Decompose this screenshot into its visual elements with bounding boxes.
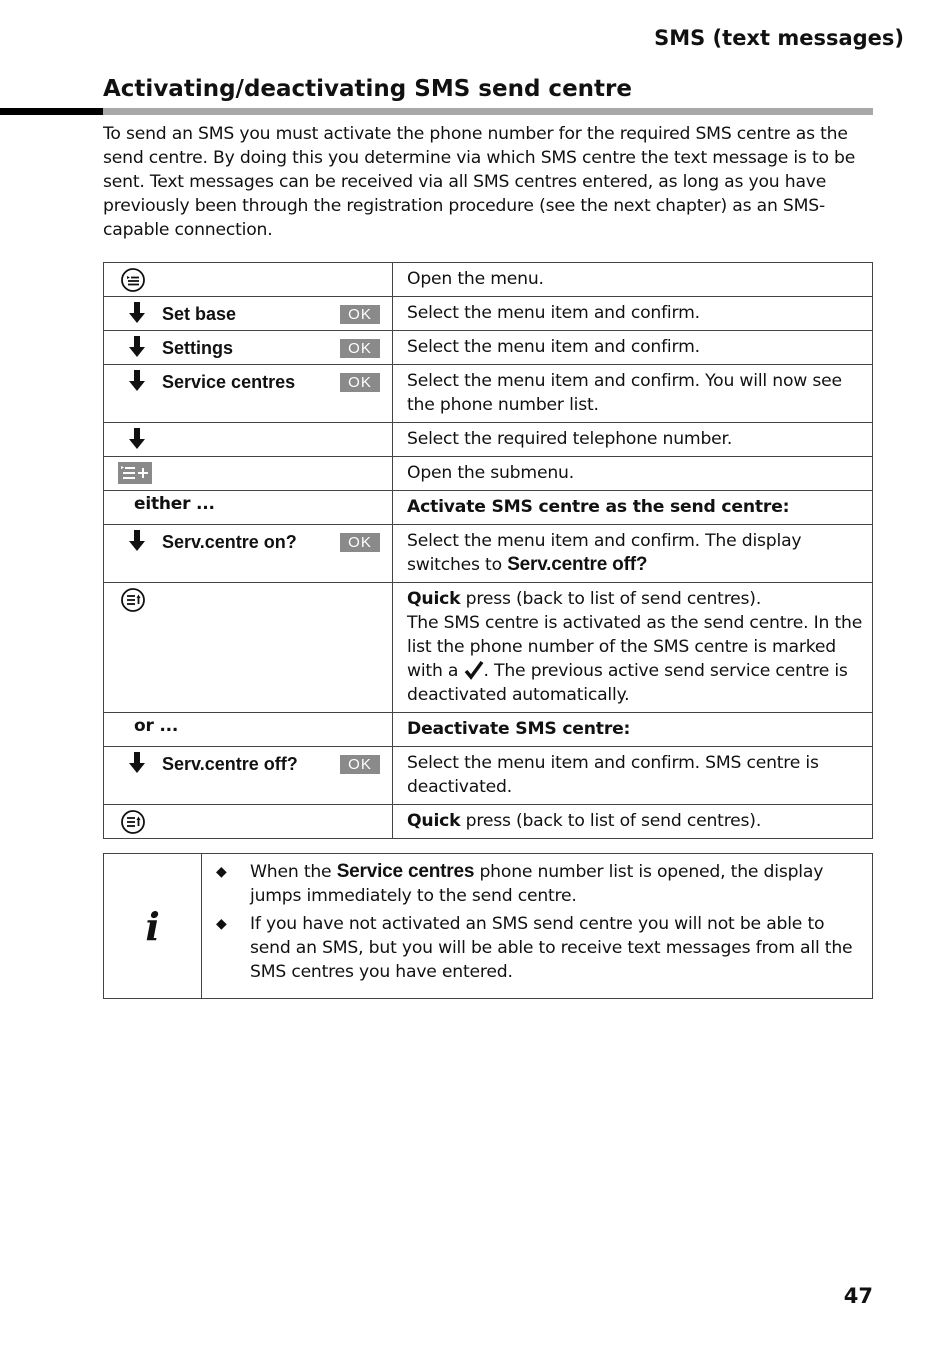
title-rule-black <box>0 108 103 115</box>
activated-text: The SMS centre is activated as the send centre. In the list the phone number of the SMS centre is marked with a <box>407 613 863 681</box>
down-arrow-icon <box>128 370 146 392</box>
or-label: or ... <box>134 716 179 736</box>
step-description: Select the menu item and confirm. <box>393 331 873 365</box>
step-description: Select the menu item and confirm. You will now see the phone number list. <box>393 365 873 423</box>
end-call-key-icon <box>120 809 146 840</box>
bullet-diamond-icon: ◆ <box>216 864 227 880</box>
ok-button[interactable]: OK <box>340 305 380 324</box>
info-icon: i <box>104 854 202 999</box>
step-description: Open the submenu. <box>393 457 873 491</box>
step-description <box>393 583 873 713</box>
table-row <box>104 583 873 713</box>
down-arrow-icon <box>128 530 146 552</box>
steps-table <box>103 262 873 839</box>
menu-item-label: Service centres <box>162 372 296 392</box>
section-header: SMS (text messages) <box>654 26 904 50</box>
either-label: either ... <box>134 494 215 514</box>
activate-heading: Activate SMS centre as the send centre: <box>393 491 873 525</box>
table-row <box>104 457 873 491</box>
page-number: 47 <box>843 1284 873 1308</box>
submenu-key-icon <box>118 462 152 489</box>
switches-text: Select the menu item and confirm. The display switches to <box>407 531 802 575</box>
checkmark-icon <box>464 661 484 681</box>
quick-label: Quick <box>407 811 461 831</box>
step-description: Select the menu item and confirm. SMS centre is deactivated. <box>393 747 873 805</box>
menu-item-label: Settings <box>162 338 234 358</box>
ok-button[interactable]: OK <box>340 533 380 552</box>
bullet-diamond-icon: ◆ <box>216 916 227 932</box>
table-row <box>104 365 873 423</box>
down-arrow-icon <box>128 752 146 774</box>
menu-item-label: Serv.centre on? <box>162 532 297 552</box>
intro-paragraph: To send an SMS you must activate the phone number for the required SMS centre as the send centre. By doing this you determine via which SMS centre the text message is to be sent. Text messages can be received via all SMS centres entered, as long as you have previously been through the registration procedure (see the next chapter) as an SMS-capable connection. <box>103 124 856 240</box>
table-row <box>104 423 873 457</box>
title-rule-gray <box>103 108 873 115</box>
menu-item-label: Set base <box>162 304 237 324</box>
down-arrow-icon <box>128 428 146 450</box>
table-row <box>104 805 873 839</box>
down-arrow-icon <box>128 336 146 358</box>
quick-label: Quick <box>407 589 461 609</box>
menu-item-label: Serv.centre off? <box>162 754 298 774</box>
activated-text-end: . The previous active send service centre is deactivated automatically. <box>407 661 848 705</box>
table-row <box>104 713 873 747</box>
table-row <box>104 263 873 297</box>
step-description <box>393 805 873 839</box>
step-description <box>393 525 873 583</box>
list-item: ◆ When the Service centres phone number list is opened, the display jumps immediately to the send centre. <box>216 861 824 906</box>
table-row <box>104 297 873 331</box>
ok-button[interactable]: OK <box>340 339 380 358</box>
deactivate-heading: Deactivate SMS centre: <box>393 713 873 747</box>
table-row <box>104 491 873 525</box>
table-row <box>104 747 873 805</box>
list-item: ◆ If you have not activated an SMS send centre you will not be able to send an SMS, but you will be able to receive text messages from all the SMS centres you have entered. <box>216 914 853 982</box>
ok-button[interactable]: OK <box>340 373 380 392</box>
info-note <box>103 853 873 999</box>
menu-key-icon <box>120 267 146 298</box>
step-description: Select the required telephone number. <box>393 423 873 457</box>
table-row <box>104 525 873 583</box>
quick-press-text: press (back to list of send centres). <box>465 589 762 609</box>
quick-press-text: press (back to list of send centres). <box>465 811 762 831</box>
ok-button[interactable]: OK <box>340 755 380 774</box>
end-call-key-icon <box>120 587 146 618</box>
down-arrow-icon <box>128 302 146 324</box>
step-description: Open the menu. <box>393 263 873 297</box>
display-text: Serv.centre off? <box>507 554 648 575</box>
page-title: Activating/deactivating SMS send centre <box>103 76 632 102</box>
table-row <box>104 331 873 365</box>
step-description: Select the menu item and confirm. <box>393 297 873 331</box>
